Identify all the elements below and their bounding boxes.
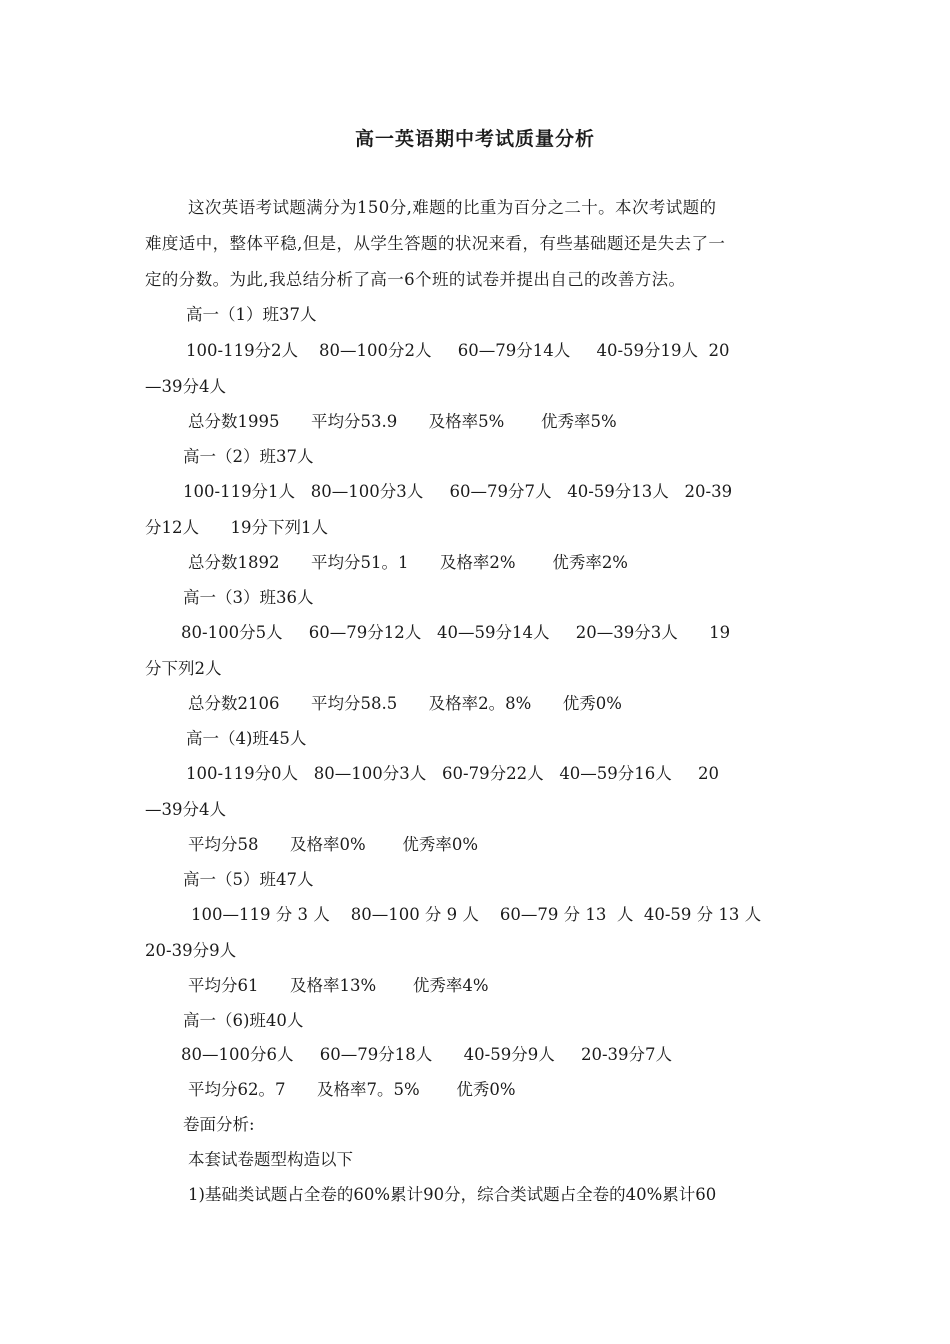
intro-line-2: 难度适中，整体平稳,但是，从学生答题的状况来看，有些基础题还是失去了一 xyxy=(145,234,726,253)
class-1-distribution: 100-119分2人 80—100分2人 60—79分14人 40-59分19人 20 xyxy=(186,341,730,360)
class-5-distribution-cont: 20-39分9人 xyxy=(145,941,237,960)
class-5-stats: 平均分61 及格率13% 优秀率4% xyxy=(188,976,489,995)
class-1-stats: 总分数1995 平均分53.9 及格率5% 优秀率5% xyxy=(188,412,617,431)
class-3-stats: 总分数2106 平均分58.5 及格率2。8% 优秀0% xyxy=(188,694,622,713)
class-1-distribution-cont: —39分4人 xyxy=(145,377,226,396)
class-4-distribution-cont: —39分4人 xyxy=(145,800,226,819)
class-6-stats: 平均分62。7 及格率7。5% 优秀0% xyxy=(188,1080,516,1099)
analysis-structure: 本套试卷题型构造以下 xyxy=(188,1150,353,1169)
intro-line-3: 定的分数。为此,我总结分析了高一6个班的试卷并提出自己的改善方法。 xyxy=(145,270,686,289)
analysis-item-1: 1)基础类试题占全卷的60%累计90分，综合类试题占全卷的40%累计60 xyxy=(188,1185,717,1204)
class-4-stats: 平均分58 及格率0% 优秀率0% xyxy=(188,835,479,854)
class-4-distribution: 100-119分0人 80—100分3人 60-79分22人 40—59分16人 20 xyxy=(186,764,720,783)
document-title: 高一英语期中考试质量分析 xyxy=(354,128,595,150)
intro-line-1: 这次英语考试题满分为150分,难题的比重为百分之二十。本次考试题的 xyxy=(188,198,717,217)
class-4-header: 高一（4)班45人 xyxy=(186,729,307,748)
analysis-heading: 卷面分析: xyxy=(183,1115,255,1134)
class-2-header: 高一（2）班37人 xyxy=(183,447,314,466)
class-2-distribution: 100-119分1人 80—100分3人 60—79分7人 40-59分13人 20-39 xyxy=(183,482,733,501)
class-2-distribution-cont: 分12人 19分下列1人 xyxy=(145,518,328,537)
class-1-header: 高一（1）班37人 xyxy=(186,305,317,324)
class-2-stats: 总分数1892 平均分51。1 及格率2% 优秀率2% xyxy=(188,553,628,572)
class-5-distribution: 100—119 分 3 人 80—100 分 9 人 60—79 分 13 人 40-59 分 13 人 xyxy=(191,905,762,924)
class-5-header: 高一（5）班47人 xyxy=(183,870,314,889)
class-6-distribution: 80—100分6人 60—79分18人 40-59分9人 20-39分7人 xyxy=(181,1045,673,1064)
class-3-distribution: 80-100分5人 60—79分12人 40—59分14人 20—39分3人 19 xyxy=(181,623,731,642)
class-3-distribution-cont: 分下列2人 xyxy=(145,659,222,678)
class-3-header: 高一（3）班36人 xyxy=(183,588,314,607)
class-6-header: 高一（6)班40人 xyxy=(183,1011,304,1030)
